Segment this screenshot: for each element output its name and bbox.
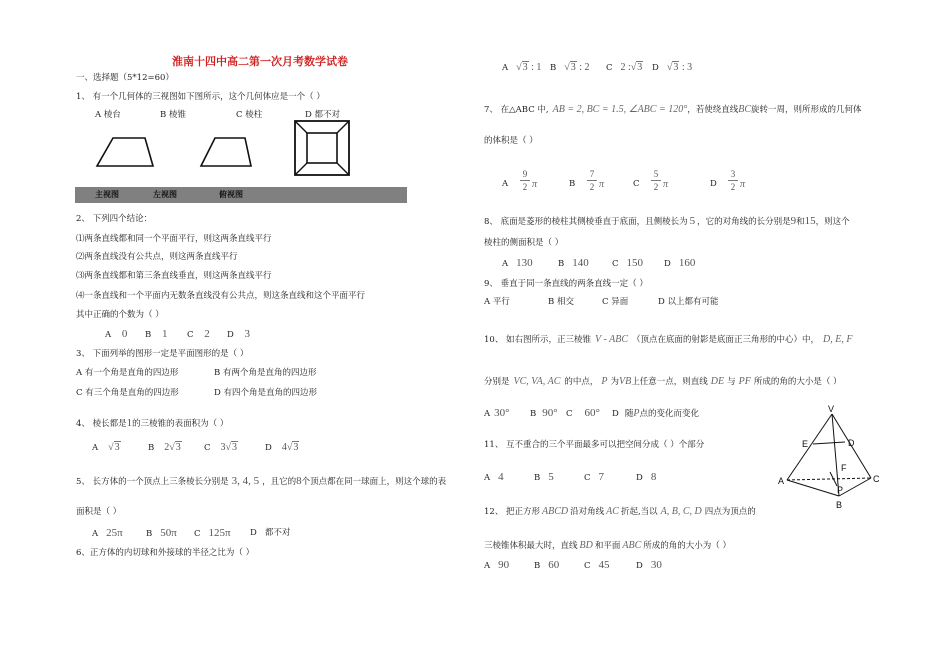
- q10-option-d[interactable]: [612, 408, 699, 420]
- q10-stem-part: 与: [727, 377, 736, 387]
- q12-stem-line2: [484, 540, 731, 552]
- option-coef: 2: [164, 442, 170, 453]
- q10-option-b[interactable]: [530, 408, 558, 420]
- point-f-label: F: [841, 463, 847, 473]
- option-letter: C: [584, 561, 591, 571]
- q12-stem-part: 和平面: [594, 541, 621, 551]
- q8-stem-part: 和: [796, 217, 805, 227]
- q8-stem-continued: 棱柱的侧面积是（ ）: [484, 238, 564, 248]
- option-letter: A: [484, 561, 491, 571]
- q7-option-c-letter[interactable]: C: [633, 179, 640, 189]
- q4-option-a[interactable]: A √3: [92, 442, 120, 453]
- q4-stem-part: 的三棱锥的表面积为（ ）: [132, 419, 229, 429]
- q5-option-a[interactable]: [92, 528, 123, 540]
- q7-stem-continued: 的体积是（ ）: [484, 136, 538, 146]
- q4-option-c[interactable]: C 3√3: [204, 442, 238, 453]
- q7-option-a-letter[interactable]: A: [502, 179, 509, 189]
- option-letter: C: [566, 409, 573, 419]
- page-title: 淮南十四中高二第一次月考数学试卷: [172, 55, 348, 68]
- q7-stem-part: 旋转一周，则所形成的几何体: [751, 105, 862, 115]
- q3-stem: 3、 下面列举的图形一定是平面图形的是（ ）: [76, 349, 249, 359]
- q12-plane-abc: ABC: [622, 540, 642, 551]
- option-value: 0: [121, 328, 128, 340]
- q10-pyramid: V - ABC: [595, 334, 628, 345]
- q8-diagonal-2: 15: [804, 215, 816, 227]
- option-value: 60°: [584, 407, 600, 419]
- q4-stem: [76, 418, 228, 430]
- option-radicand: 3: [232, 442, 238, 453]
- q5-option-d[interactable]: [250, 528, 290, 539]
- q5-option-b[interactable]: [146, 528, 177, 540]
- q7-option-a-pi: π: [532, 179, 538, 190]
- option-letter: B: [534, 473, 541, 483]
- option-radicand: 3: [522, 62, 528, 73]
- q9-stem: 9、 垂直于同一条直线的两条直线一定（ ）: [484, 279, 648, 289]
- q12-stem-part: 12、 把正方形: [484, 507, 541, 517]
- q5-stem-part: 个顶点都在同一球面上，则这个球的表: [301, 477, 447, 487]
- q12-option-a[interactable]: [484, 560, 509, 572]
- option-letter: B: [530, 409, 537, 419]
- q6-option-d[interactable]: D √3 : 3: [652, 62, 693, 73]
- q10-line-pf: PF: [738, 376, 751, 387]
- option-tail: : 2: [579, 62, 590, 73]
- option-letter: B: [558, 259, 565, 269]
- q12-line-bd: BD: [579, 540, 593, 551]
- option-letter: A: [484, 409, 491, 419]
- option-letter: D: [636, 561, 643, 571]
- vertex-c-label: C: [873, 474, 880, 484]
- option-value: 30°: [494, 407, 510, 419]
- q5-option-c[interactable]: [194, 528, 231, 540]
- option-letter: A: [502, 259, 509, 269]
- option-value: 60: [548, 559, 560, 571]
- q2-item-1: ⑴两条直线都和同一个平面平行，则这两条直线平行: [76, 234, 272, 244]
- q9-option-d[interactable]: D 以上都有可能: [658, 297, 719, 307]
- q6-option-a[interactable]: A √3 : 1: [502, 62, 542, 73]
- q7-option-d-pi: π: [740, 179, 746, 190]
- q7-option-c-pi: π: [663, 179, 669, 190]
- q2-option-a[interactable]: [105, 329, 127, 341]
- q12-option-d[interactable]: [636, 560, 662, 572]
- denominator: 2: [653, 182, 659, 192]
- q10-stem-part: （顶点在底面的射影是底面正三角形的中心）中，: [632, 335, 820, 345]
- pyramid-figure: [775, 402, 885, 514]
- q12-stem-part: 折起,当以: [620, 507, 658, 517]
- section-heading: 一、选择题（5*12=60）: [76, 73, 174, 83]
- q5-stem: [76, 476, 446, 488]
- q12-stem-part: 沿对角线: [570, 507, 605, 517]
- q1-option-b[interactable]: B 棱锥: [160, 110, 186, 120]
- q5-stem-part: ，且它的: [262, 477, 297, 487]
- q2-item-3: ⑶两条直线都和第三条直线垂直，则这两条直线平行: [76, 271, 272, 281]
- q11-option-a[interactable]: [484, 472, 504, 484]
- option-letter: C: [194, 529, 201, 539]
- q6-option-b[interactable]: B √3 : 2: [550, 62, 590, 73]
- q10-stem-part: 的中点，: [564, 377, 599, 387]
- option-letter: B: [146, 529, 153, 539]
- vertex-v-label: V: [828, 404, 835, 414]
- denominator: 2: [730, 182, 736, 192]
- option-radicand: 3: [175, 442, 181, 453]
- q10-stem-part: 10、 如右图所示，正三棱锥: [484, 335, 592, 345]
- q1-stem: 1、 有一个几何体的三视图如下图所示，这个几何体应是一个（ ）: [76, 92, 325, 102]
- option-radicand: 3: [570, 62, 576, 73]
- option-radicand: 3: [673, 62, 679, 73]
- option-letter: C: [606, 63, 613, 73]
- q10-stem-part: 所成的角的大小是（ ）: [753, 377, 842, 387]
- q10-points: D, E, F: [823, 334, 853, 345]
- option-text: 随: [624, 409, 634, 419]
- q10-segments: VC, VA, AC: [513, 376, 561, 387]
- option-letter: D: [664, 259, 671, 269]
- q11-option-d[interactable]: [636, 472, 656, 484]
- point-p-label: P: [837, 485, 844, 495]
- option-value: 50π: [160, 527, 177, 539]
- top-view-inner-square: [307, 133, 337, 163]
- option-letter: B: [145, 330, 152, 340]
- q1-option-c[interactable]: C 棱柱: [236, 110, 263, 120]
- q10-option-a[interactable]: [484, 408, 510, 420]
- option-value: 25π: [106, 527, 123, 539]
- option-radicand: 3: [293, 442, 299, 453]
- q12-stem-part: 所成的角的大小为（ ）: [643, 541, 731, 551]
- option-value: 8: [650, 471, 657, 483]
- q2-option-c[interactable]: [187, 329, 210, 341]
- option-letter: C: [204, 443, 211, 453]
- q10-stem-part: 分别是: [484, 377, 510, 387]
- q2-option-d[interactable]: [227, 329, 250, 341]
- option-letter: D: [265, 443, 272, 453]
- option-value: 2: [204, 328, 210, 340]
- q2-item-4: ⑷一条直线和一个平面内无数条直线没有公共点，则这条直线和这个平面平行: [76, 291, 366, 301]
- q3-option-c[interactable]: C 有三个角是直角的四边形: [76, 388, 179, 398]
- numerator: 7: [589, 169, 595, 179]
- q9-option-a[interactable]: A 平行: [484, 297, 510, 307]
- q7-option-c-fraction: [651, 169, 661, 192]
- option-letter: B: [534, 561, 541, 571]
- q5-stem-continued: 面积是（ ）: [76, 507, 122, 517]
- q7-stem-part: 7、 在△ABC 中,: [484, 105, 549, 115]
- option-letter: D: [636, 473, 643, 483]
- option-tail: : 1: [531, 62, 542, 73]
- q7-axis-line: BC: [738, 104, 751, 115]
- q9-option-c[interactable]: C 异面: [602, 297, 629, 307]
- q1-option-d[interactable]: D 都不对: [305, 110, 341, 120]
- q7-option-b-pi: π: [599, 179, 605, 190]
- option-value: 30: [650, 559, 662, 571]
- q8-stem: [484, 216, 850, 228]
- vertex-b-label: B: [836, 500, 843, 510]
- option-letter: B: [550, 63, 557, 73]
- option-value: 45: [598, 559, 610, 571]
- q2-tail: 其中正确的个数为（ ）: [76, 310, 164, 320]
- option-value: 90: [498, 559, 510, 571]
- q11-option-c[interactable]: [584, 472, 604, 484]
- q7-stem: [484, 104, 862, 116]
- q10-point-p: P: [601, 376, 608, 387]
- q10-stem: [484, 334, 852, 346]
- q8-option-b[interactable]: [558, 258, 589, 270]
- q6-option-c[interactable]: C 2 :√3: [606, 62, 643, 73]
- q9-option-b[interactable]: B 相交: [548, 297, 574, 307]
- option-value: 125π: [208, 527, 231, 539]
- option-var: P: [633, 408, 640, 419]
- q7-stem-part: ，若使绕直线: [687, 105, 739, 115]
- option-value: 130: [516, 257, 533, 269]
- denominator: 2: [589, 182, 595, 192]
- top-view-label: 俯视图: [219, 190, 243, 199]
- option-letter: B: [148, 443, 155, 453]
- option-value: 7: [598, 471, 605, 483]
- option-value: 都不对: [264, 528, 291, 538]
- q7-condition: AB = 2, BC = 1.5, ∠ABC = 120°: [552, 104, 688, 115]
- option-value: 150: [626, 257, 644, 269]
- q12-stem-part: 三棱锥体积最大时，直线: [484, 541, 578, 551]
- q8-option-d[interactable]: [664, 258, 695, 270]
- option-tail: : 3: [681, 62, 693, 73]
- option-letter: A: [92, 529, 99, 539]
- q12-diagonal: AC: [606, 506, 619, 517]
- option-letter: A: [502, 63, 509, 73]
- q8-option-c[interactable]: [612, 258, 643, 270]
- option-radicand: 3: [114, 442, 120, 453]
- option-coef: 4: [281, 442, 287, 453]
- q1-option-a[interactable]: A 棱台: [95, 110, 121, 120]
- q7-option-a-fraction: [520, 169, 530, 192]
- point-d-label: D: [848, 438, 855, 448]
- q12-stem: [484, 506, 756, 518]
- q10-stem-line2: [484, 376, 842, 388]
- q2-stem: 2、 下列四个结论：: [76, 214, 153, 224]
- option-value: 90°: [542, 407, 558, 419]
- option-value: 160: [678, 257, 696, 269]
- option-letter: D: [227, 330, 234, 340]
- q2-option-b[interactable]: [145, 329, 167, 341]
- q8-diagonal-1: 9: [790, 215, 797, 227]
- option-coef: 3: [220, 442, 226, 453]
- numerator: 5: [653, 169, 659, 179]
- q8-edge-length: 5: [689, 215, 696, 227]
- q7-option-b-fraction: [587, 169, 597, 192]
- q5-dimensions: 3, 4, 5: [231, 475, 260, 487]
- front-view-trapezoid: [97, 138, 153, 166]
- side-view-label: 左视图: [153, 190, 177, 199]
- option-value: 4: [498, 471, 504, 483]
- q5-stem-part: 5、 长方体的一个顶点上三条棱长分别是: [76, 477, 229, 487]
- option-coef: 2 :: [620, 62, 631, 73]
- q12-option-c[interactable]: [584, 560, 610, 572]
- q6-stem: 6、正方体的内切球和外接球的半径之比为（ ）: [76, 548, 255, 558]
- q4-option-b[interactable]: B 2√3: [148, 442, 181, 453]
- option-value: 3: [244, 328, 251, 340]
- option-letter: D: [250, 528, 257, 538]
- q4-option-d[interactable]: D 4√3: [265, 442, 299, 453]
- q12-points: A, B, C, D: [660, 506, 702, 517]
- option-text: 点的变化而变化: [639, 409, 699, 419]
- q8-option-a[interactable]: [502, 258, 533, 270]
- q10-edge-vb: VB: [619, 376, 632, 387]
- option-value: 5: [548, 471, 554, 483]
- vertex-a-label: A: [778, 476, 785, 486]
- front-view-label: 主视图: [95, 190, 119, 199]
- option-letter: C: [612, 259, 619, 269]
- q10-stem-part: 为: [610, 377, 620, 387]
- q8-stem-part: 8、 底面是菱形的棱柱其侧棱垂直于底面，且侧棱长为: [484, 217, 688, 227]
- point-e-label: E: [802, 439, 809, 449]
- three-view-drawing: [95, 118, 355, 184]
- q12-square: ABCD: [542, 506, 569, 517]
- q2-item-2: ⑵两条直线没有公共点，则这两条直线平行: [76, 252, 238, 262]
- q12-stem-part: 四点为顶点的: [704, 507, 756, 517]
- q8-stem-part: ，它的对角线的长分别是: [697, 217, 791, 227]
- option-letter: D: [612, 409, 619, 419]
- numerator: 3: [730, 169, 736, 179]
- q4-stem-part: 4、 棱长都是: [76, 419, 127, 429]
- q11-option-b[interactable]: [534, 472, 554, 484]
- q3-option-a[interactable]: A 有一个角是直角的四边形: [76, 368, 179, 378]
- numerator: 9: [522, 169, 528, 179]
- q5-vertex-count: 8: [296, 475, 302, 487]
- q12-option-b[interactable]: [534, 560, 559, 572]
- side-view-trapezoid: [201, 138, 251, 166]
- q8-stem-part: ，则这个: [815, 217, 850, 227]
- option-value: 1: [161, 328, 168, 340]
- option-letter: C: [187, 330, 194, 340]
- option-value: 140: [572, 257, 589, 269]
- option-letter: C: [584, 473, 591, 483]
- q7-option-d-letter[interactable]: D: [710, 179, 717, 189]
- q10-stem-part: 上任意一点，则直线: [631, 377, 708, 387]
- option-letter: D: [652, 63, 659, 73]
- option-letter: A: [92, 443, 99, 453]
- option-letter: A: [105, 330, 112, 340]
- q7-option-d-fraction: [728, 169, 738, 192]
- q10-line-de: DE: [710, 376, 725, 387]
- q4-edge-value: 1: [126, 417, 133, 429]
- q11-stem: 11、 互不重合的三个平面最多可以把空间分成（ ）个部分: [484, 440, 705, 450]
- denominator: 2: [522, 182, 528, 192]
- q3-option-b[interactable]: B 有两个角是直角的四边形: [214, 368, 317, 378]
- option-radicand: 3: [637, 62, 643, 73]
- q7-option-b-letter[interactable]: B: [569, 179, 576, 189]
- option-letter: A: [484, 473, 491, 483]
- q3-option-d[interactable]: D 有四个角是直角的四边形: [214, 388, 318, 398]
- q10-option-c[interactable]: [566, 408, 600, 420]
